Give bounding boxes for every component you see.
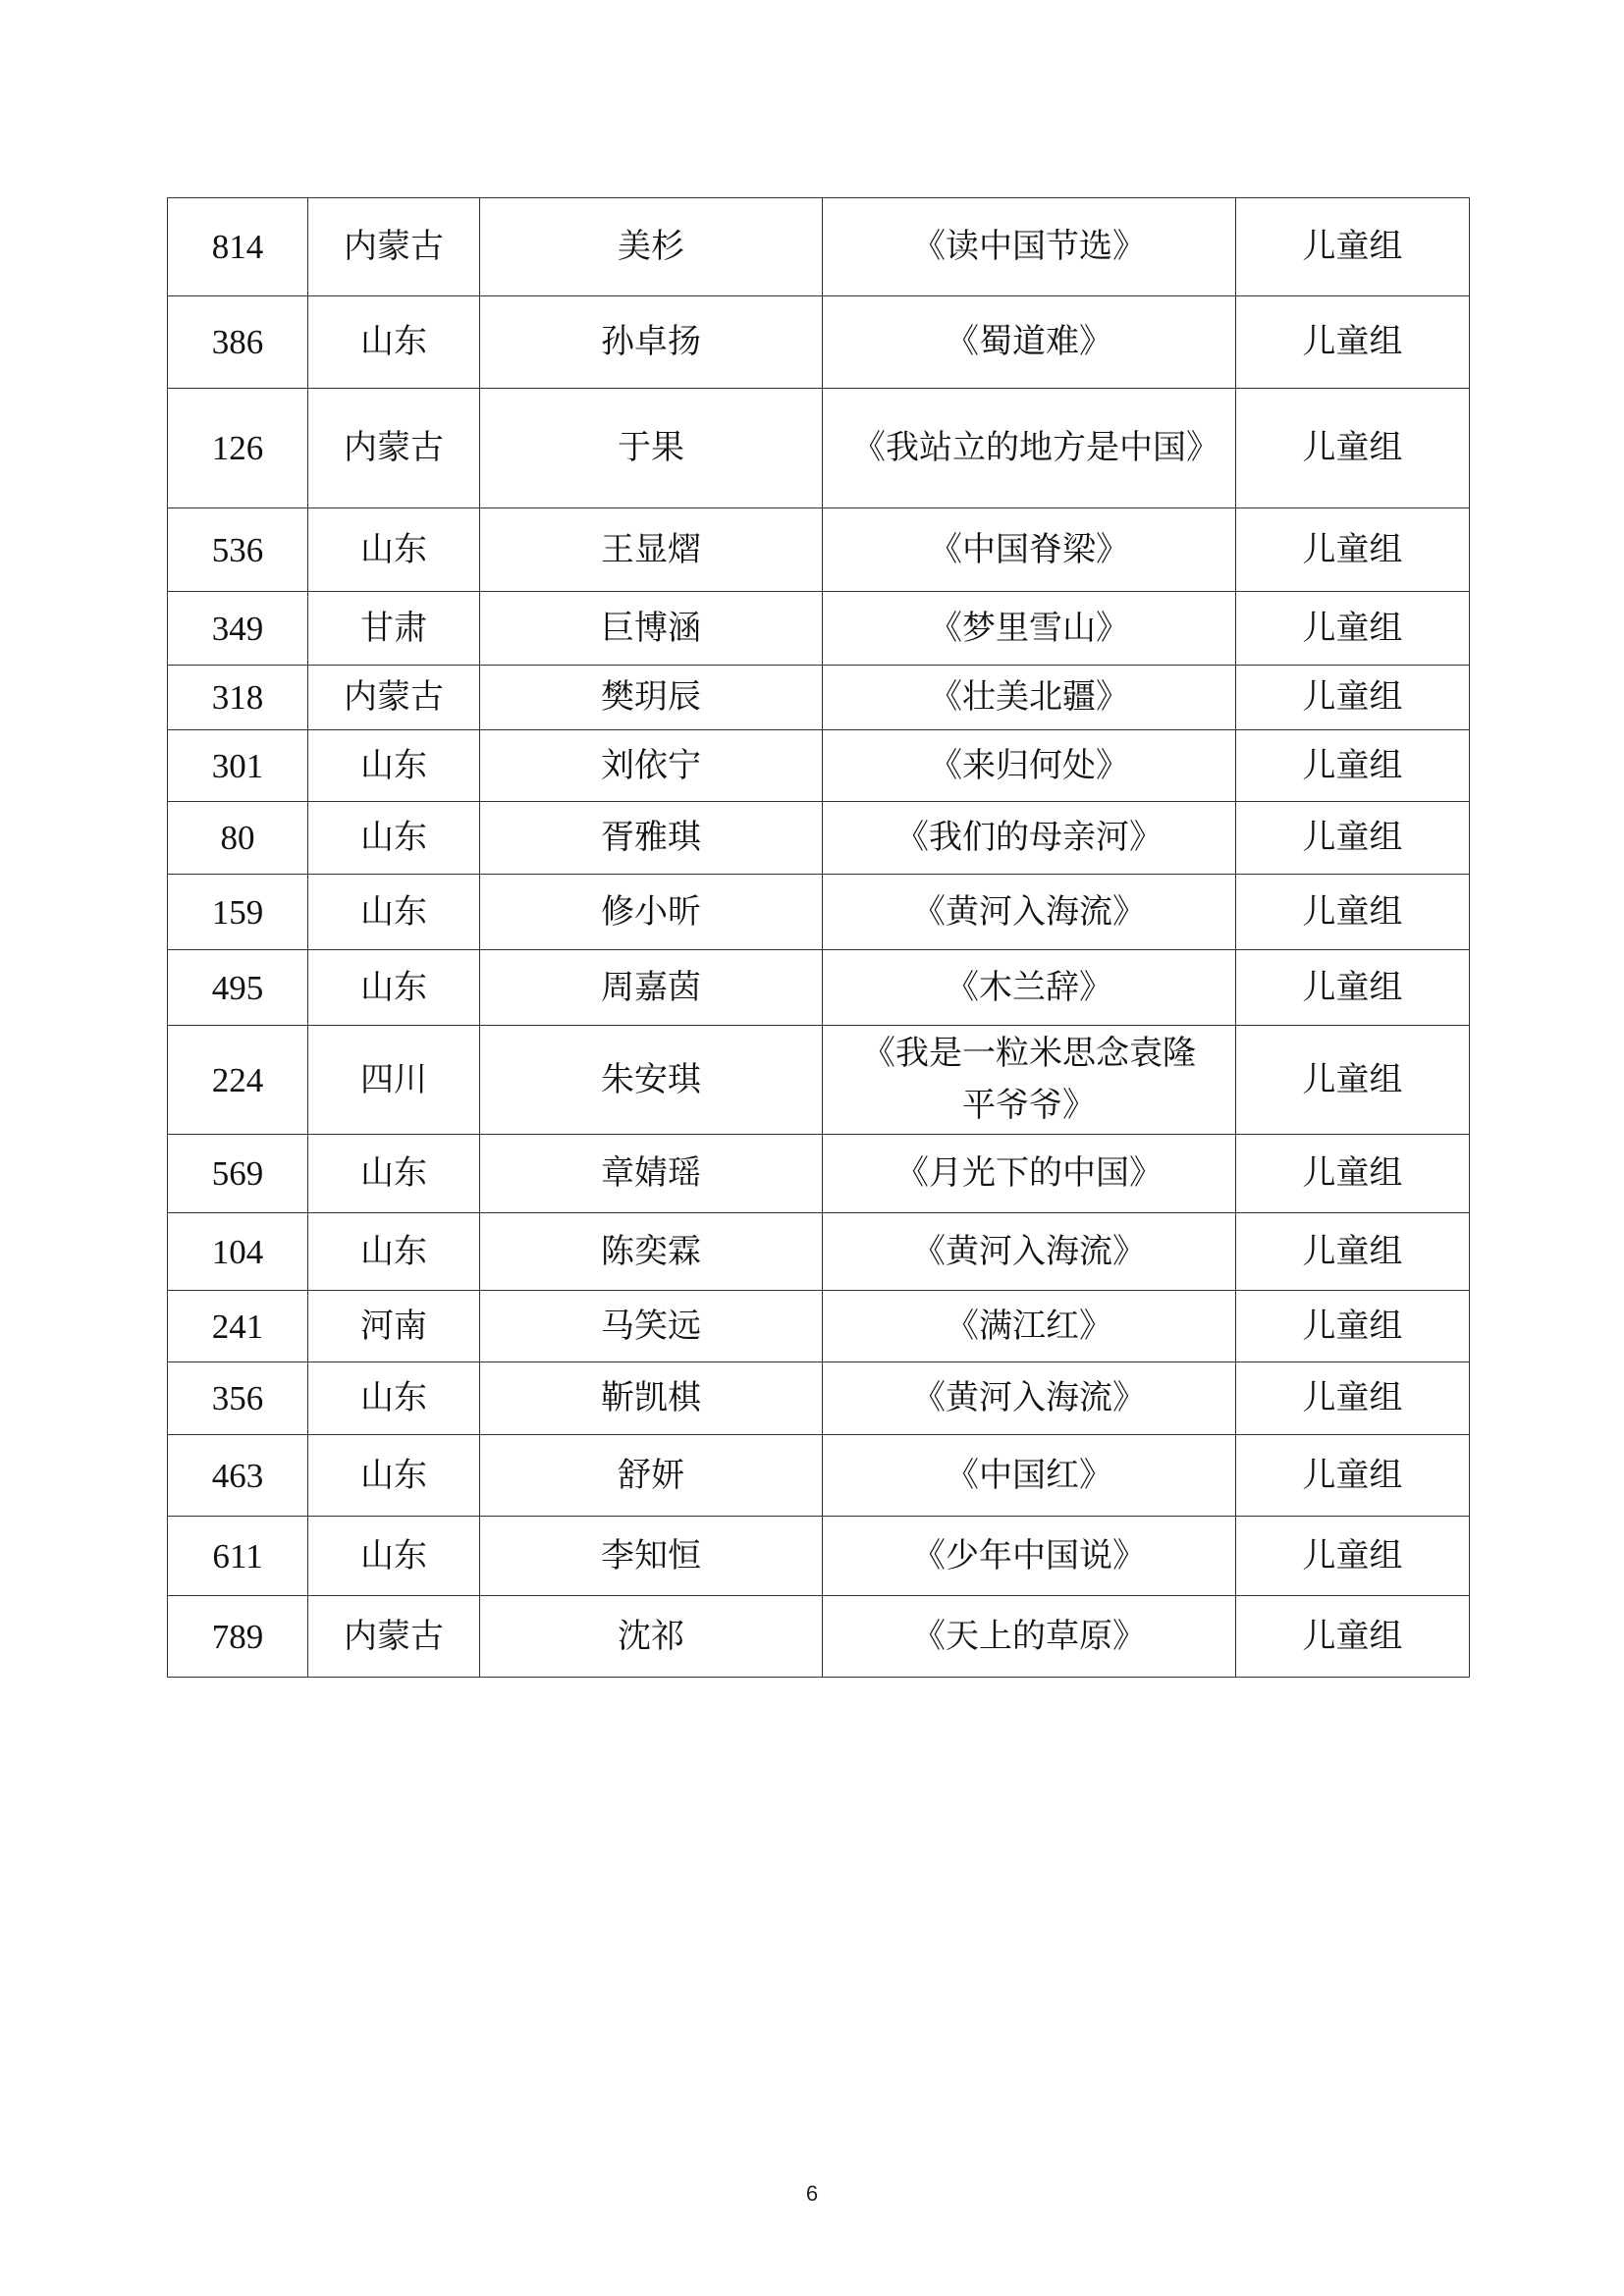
province-cell: 内蒙古 — [308, 198, 480, 296]
group-cell: 儿童组 — [1236, 592, 1470, 666]
province-cell: 山东 — [308, 1135, 480, 1213]
table-body — [168, 198, 1470, 1678]
participant-name-cell: 舒妍 — [480, 1435, 823, 1517]
entry-number-cell: 224 — [168, 1026, 308, 1135]
work-title-cell: 《木兰辞》 — [823, 950, 1236, 1026]
work-title-cell: 《读中国节选》 — [823, 198, 1236, 296]
work-title-cell: 《黄河入海流》 — [823, 1213, 1236, 1291]
entry-number-cell: 495 — [168, 950, 308, 1026]
province-cell: 山东 — [308, 875, 480, 950]
participant-name-cell: 刘依宁 — [480, 730, 823, 802]
entry-number-cell: 301 — [168, 730, 308, 802]
group-cell: 儿童组 — [1236, 508, 1470, 592]
table-row — [168, 1362, 1470, 1435]
work-title-cell: 《中国红》 — [823, 1435, 1236, 1517]
table-row — [168, 875, 1470, 950]
participant-name-cell: 周嘉茵 — [480, 950, 823, 1026]
table-row — [168, 666, 1470, 730]
table-row — [168, 389, 1470, 508]
province-cell: 山东 — [308, 802, 480, 875]
participant-name-cell: 修小昕 — [480, 875, 823, 950]
entry-number-cell: 463 — [168, 1435, 308, 1517]
province-cell: 山东 — [308, 950, 480, 1026]
entry-number-cell: 611 — [168, 1517, 308, 1596]
province-cell: 山东 — [308, 296, 480, 389]
work-title-cell: 《月光下的中国》 — [823, 1135, 1236, 1213]
province-cell: 山东 — [308, 1362, 480, 1435]
province-cell: 山东 — [308, 730, 480, 802]
table-row — [168, 198, 1470, 296]
group-cell: 儿童组 — [1236, 802, 1470, 875]
table-row — [168, 802, 1470, 875]
entry-number-cell: 80 — [168, 802, 308, 875]
work-title-cell: 《天上的草原》 — [823, 1596, 1236, 1678]
entry-number-cell: 349 — [168, 592, 308, 666]
participant-name-cell: 于果 — [480, 389, 823, 508]
group-cell: 儿童组 — [1236, 950, 1470, 1026]
work-title-cell: 《少年中国说》 — [823, 1517, 1236, 1596]
work-title-cell: 《蜀道难》 — [823, 296, 1236, 389]
group-cell: 儿童组 — [1236, 730, 1470, 802]
participant-table — [167, 197, 1470, 1678]
work-title-cell: 《中国脊梁》 — [823, 508, 1236, 592]
participant-name-cell: 巨博涵 — [480, 592, 823, 666]
entry-number-cell: 126 — [168, 389, 308, 508]
work-title-cell: 《梦里雪山》 — [823, 592, 1236, 666]
province-cell: 甘肃 — [308, 592, 480, 666]
province-cell: 内蒙古 — [308, 389, 480, 508]
work-title-cell: 《我是一粒米思念袁隆平爷爷》 — [823, 1026, 1236, 1135]
entry-number-cell: 814 — [168, 198, 308, 296]
province-cell: 内蒙古 — [308, 666, 480, 730]
participant-name-cell: 美杉 — [480, 198, 823, 296]
group-cell: 儿童组 — [1236, 296, 1470, 389]
group-cell: 儿童组 — [1236, 1026, 1470, 1135]
province-cell: 内蒙古 — [308, 1596, 480, 1678]
participant-name-cell: 靳凯棋 — [480, 1362, 823, 1435]
table-row — [168, 1026, 1470, 1135]
group-cell: 儿童组 — [1236, 1135, 1470, 1213]
entry-number-cell: 318 — [168, 666, 308, 730]
participant-name-cell: 沈祁 — [480, 1596, 823, 1678]
entry-number-cell: 569 — [168, 1135, 308, 1213]
group-cell: 儿童组 — [1236, 1435, 1470, 1517]
table-row — [168, 950, 1470, 1026]
participant-name-cell: 李知恒 — [480, 1517, 823, 1596]
group-cell: 儿童组 — [1236, 875, 1470, 950]
province-cell: 河南 — [308, 1291, 480, 1362]
entry-number-cell: 789 — [168, 1596, 308, 1678]
table-row — [168, 296, 1470, 389]
work-title-cell: 《黄河入海流》 — [823, 1362, 1236, 1435]
table-row — [168, 508, 1470, 592]
province-cell: 山东 — [308, 1213, 480, 1291]
entry-number-cell: 241 — [168, 1291, 308, 1362]
participant-name-cell: 朱安琪 — [480, 1026, 823, 1135]
entry-number-cell: 159 — [168, 875, 308, 950]
group-cell: 儿童组 — [1236, 389, 1470, 508]
table-row — [168, 1435, 1470, 1517]
page-number: 6 — [805, 2181, 819, 2206]
entry-number-cell: 536 — [168, 508, 308, 592]
group-cell: 儿童组 — [1236, 1596, 1470, 1678]
table-row — [168, 730, 1470, 802]
table-row — [168, 592, 1470, 666]
work-title-cell: 《壮美北疆》 — [823, 666, 1236, 730]
work-title-cell: 《我们的母亲河》 — [823, 802, 1236, 875]
work-title-cell: 《来归何处》 — [823, 730, 1236, 802]
group-cell: 儿童组 — [1236, 666, 1470, 730]
table-row — [168, 1135, 1470, 1213]
province-cell: 山东 — [308, 1435, 480, 1517]
work-title-cell: 《我站立的地方是中国》 — [823, 389, 1236, 508]
work-title-cell: 《黄河入海流》 — [823, 875, 1236, 950]
participant-name-cell: 王显熠 — [480, 508, 823, 592]
group-cell: 儿童组 — [1236, 1291, 1470, 1362]
group-cell: 儿童组 — [1236, 1362, 1470, 1435]
table-row — [168, 1213, 1470, 1291]
table-row — [168, 1291, 1470, 1362]
group-cell: 儿童组 — [1236, 1213, 1470, 1291]
participant-name-cell: 胥雅琪 — [480, 802, 823, 875]
participant-name-cell: 孙卓扬 — [480, 296, 823, 389]
province-cell: 山东 — [308, 508, 480, 592]
table-row — [168, 1596, 1470, 1678]
entry-number-cell: 104 — [168, 1213, 308, 1291]
province-cell: 山东 — [308, 1517, 480, 1596]
entry-number-cell: 386 — [168, 296, 308, 389]
entry-number-cell: 356 — [168, 1362, 308, 1435]
group-cell: 儿童组 — [1236, 1517, 1470, 1596]
participant-name-cell: 陈奕霖 — [480, 1213, 823, 1291]
participant-name-cell: 马笑远 — [480, 1291, 823, 1362]
participant-name-cell: 樊玥辰 — [480, 666, 823, 730]
work-title-cell: 《满江红》 — [823, 1291, 1236, 1362]
table-row — [168, 1517, 1470, 1596]
group-cell: 儿童组 — [1236, 198, 1470, 296]
participant-name-cell: 章婧瑶 — [480, 1135, 823, 1213]
province-cell: 四川 — [308, 1026, 480, 1135]
